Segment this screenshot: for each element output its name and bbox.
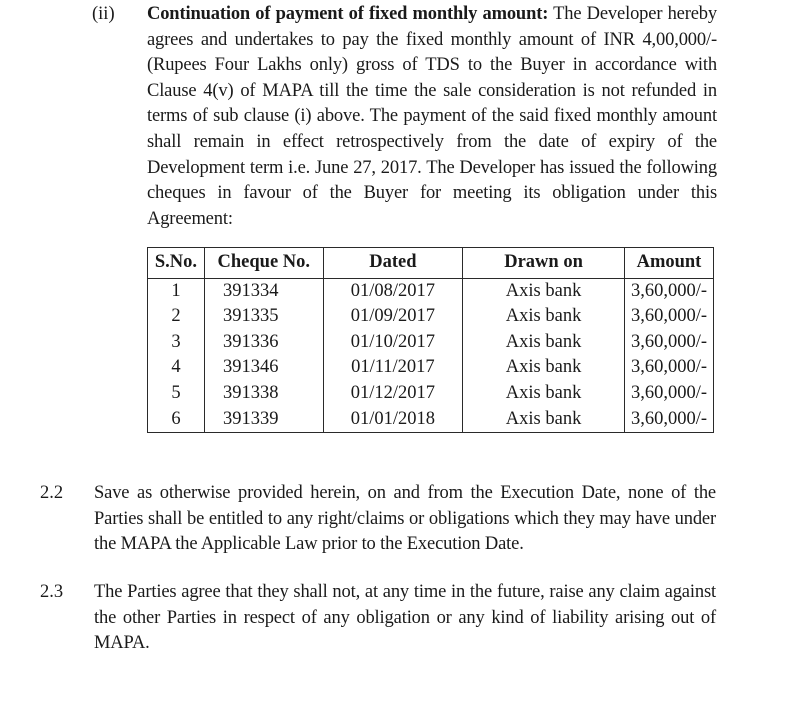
clause-2-3-text: The Parties agree that they shall not, at any time in the future, raise any claim against the other Parties in respect of any obligation or any kind of liability arising out of MAPA.: [94, 582, 716, 654]
cell-amount: 3,60,000/-: [624, 407, 713, 433]
cell-cheque-no: 391338: [204, 381, 323, 407]
cell-drawn-on: Axis bank: [463, 304, 625, 330]
cell-drawn-on: Axis bank: [463, 355, 625, 381]
cell-dated: 01/10/2017: [323, 330, 463, 356]
table-row: [148, 330, 714, 356]
clause-ii-text: The Developer hereby agrees and undertakes to pay the fixed monthly amount of INR 4,00,000/- (Rupees Four Lakhs only) gross of TDS to the Buyer in accordance with Clause 4(v) of MAPA till the time the sale consideration is not refunded in terms of sub clause (i) above. The payment of the said fixed monthly amount shall remain in effect retrospectively from the date of expiry of the Development term i.e. June 27, 2017. The Developer has issued the following cheques in favour of the Buyer for meeting its obligation under this Agreement:: [147, 4, 718, 229]
cell-sno: 3: [148, 330, 205, 356]
cheque-table-header-row: [148, 248, 714, 279]
clause-2-2-text: Save as otherwise provided herein, on and from the Execution Date, none of the Parties shall be entitled to any right/claims or obligations which they may have under the MAPA the Applicable Law prior to the Execution Date.: [94, 483, 716, 555]
cell-sno: 6: [148, 407, 205, 433]
cell-dated: 01/11/2017: [323, 355, 463, 381]
cell-dated: 01/12/2017: [323, 381, 463, 407]
cell-cheque-no: 391334: [204, 278, 323, 304]
clause-2-3-number: 2.3: [40, 582, 64, 602]
table-row: [148, 304, 714, 330]
clause-ii-body: [147, 2, 717, 232]
cell-amount: 3,60,000/-: [624, 330, 713, 356]
cell-cheque-no: 391339: [204, 407, 323, 433]
cell-sno: 5: [148, 381, 205, 407]
cell-dated: 01/09/2017: [323, 304, 463, 330]
cell-drawn-on: Axis bank: [463, 330, 625, 356]
header-cheque-no: Cheque No.: [204, 248, 323, 279]
cell-drawn-on: Axis bank: [463, 407, 625, 433]
cell-dated: 01/08/2017: [323, 278, 463, 304]
cell-drawn-on: Axis bank: [463, 278, 625, 304]
table-row: [148, 355, 714, 381]
table-row: [148, 278, 714, 304]
cell-cheque-no: 391335: [204, 304, 323, 330]
cell-cheque-no: 391336: [204, 330, 323, 356]
cheque-table: [147, 247, 714, 433]
cell-dated: 01/01/2018: [323, 407, 463, 433]
cell-sno: 2: [148, 304, 205, 330]
clause-ii-marker: (ii): [92, 4, 115, 24]
cell-amount: 3,60,000/-: [624, 381, 713, 407]
header-drawn-on: Drawn on: [463, 248, 625, 279]
cell-sno: 4: [148, 355, 205, 381]
cell-drawn-on: Axis bank: [463, 381, 625, 407]
cell-amount: 3,60,000/-: [624, 355, 713, 381]
header-amount: Amount: [624, 248, 713, 279]
cell-sno: 1: [148, 278, 205, 304]
clause-ii-heading: Continuation of payment of fixed monthly amount:: [147, 4, 549, 24]
clause-2-2-number: 2.2: [40, 483, 64, 503]
table-row: [148, 381, 714, 407]
header-sno: S.No.: [148, 248, 205, 279]
table-row: [148, 407, 714, 433]
cell-amount: 3,60,000/-: [624, 304, 713, 330]
cell-cheque-no: 391346: [204, 355, 323, 381]
header-dated: Dated: [323, 248, 463, 279]
cell-amount: 3,60,000/-: [624, 278, 713, 304]
